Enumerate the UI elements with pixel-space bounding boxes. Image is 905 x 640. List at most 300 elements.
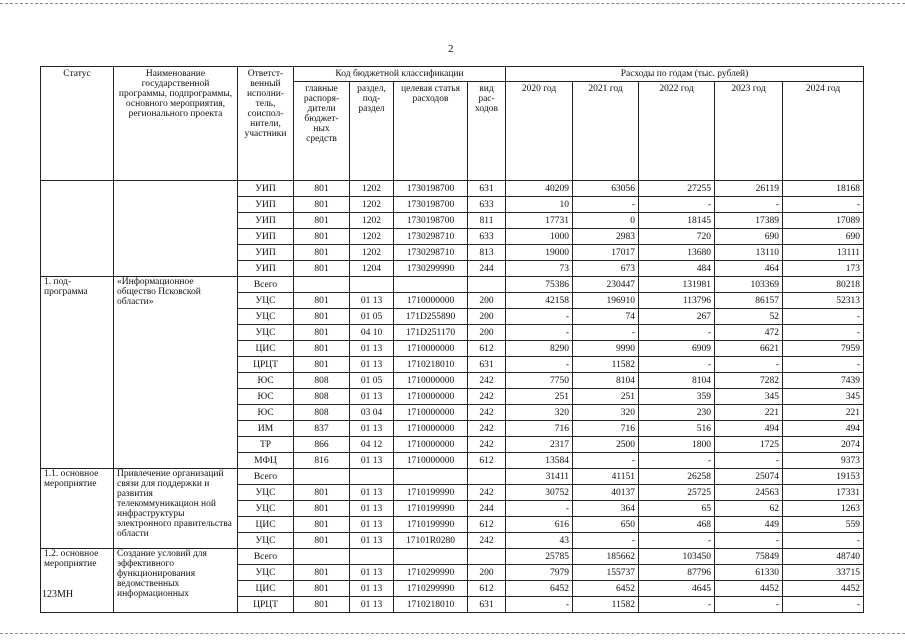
expense-type-cell: 631 (468, 181, 506, 197)
target-article-cell (394, 469, 468, 485)
year-2024-cell: 9373 (783, 453, 864, 469)
program-name-cell: «Информационное общество Псковской области» (114, 277, 238, 469)
year-2022-cell: 27255 (639, 181, 715, 197)
target-article-cell: 1710299990 (394, 565, 468, 581)
year-2020-cell: 17731 (506, 213, 573, 229)
year-2020-cell: 13584 (506, 453, 573, 469)
chief-admin-cell: 801 (294, 485, 350, 501)
year-2021-cell: - (573, 453, 639, 469)
responsible-cell: УИП (238, 197, 294, 213)
expense-type-cell: 811 (468, 213, 506, 229)
section-cell: 01 13 (350, 565, 394, 581)
section-cell: 01 05 (350, 309, 394, 325)
section-cell (350, 549, 394, 565)
header-chief-admin: главные распоря-дители бюджет-ных средств (294, 82, 350, 181)
target-article-cell: 171D251170 (394, 325, 468, 341)
expense-type-cell: 242 (468, 533, 506, 549)
header-budget-code: Код бюджетной классификации (294, 67, 506, 82)
chief-admin-cell: 801 (294, 309, 350, 325)
year-2022-cell: 484 (639, 261, 715, 277)
year-2022-cell: 4645 (639, 581, 715, 597)
expense-type-cell: 200 (468, 293, 506, 309)
target-article-cell: 1730198700 (394, 181, 468, 197)
year-2024-cell: - (783, 597, 864, 613)
expense-type-cell: 200 (468, 325, 506, 341)
year-2021-cell: 650 (573, 517, 639, 533)
expense-type-cell: 633 (468, 197, 506, 213)
top-scan-edge (0, 3, 905, 4)
responsible-cell: Всего (238, 277, 294, 293)
year-2020-cell: 25785 (506, 549, 573, 565)
budget-table (40, 66, 864, 613)
year-2023-cell: - (715, 533, 783, 549)
expense-type-cell (468, 277, 506, 293)
header-status: Статус (41, 67, 114, 181)
section-cell (350, 277, 394, 293)
status-cell: 1. под-программа (41, 277, 114, 469)
year-2020-cell: - (506, 597, 573, 613)
year-2021-cell: 2500 (573, 437, 639, 453)
section-cell: 01 05 (350, 373, 394, 389)
expense-type-cell: 612 (468, 517, 506, 533)
year-2022-cell: 720 (639, 229, 715, 245)
year-2023-cell: 4452 (715, 581, 783, 597)
year-2022-cell: 113796 (639, 293, 715, 309)
header-name: Наименование государственной программы, подпрограммы, основного мероприятия, регионального проекта (114, 67, 238, 181)
year-2022-cell: 131981 (639, 277, 715, 293)
year-2023-cell: 345 (715, 389, 783, 405)
target-article-cell: 1710000000 (394, 405, 468, 421)
responsible-cell: ТР (238, 437, 294, 453)
year-2023-cell: 61330 (715, 565, 783, 581)
responsible-cell: УИП (238, 229, 294, 245)
table-row (41, 277, 864, 293)
year-2020-cell: 716 (506, 421, 573, 437)
year-2022-cell: 6909 (639, 341, 715, 357)
section-cell: 1202 (350, 181, 394, 197)
year-2023-cell: 13110 (715, 245, 783, 261)
target-article-cell: 1710299990 (394, 581, 468, 597)
expense-type-cell: 612 (468, 581, 506, 597)
footer-code: 123МН (42, 589, 74, 600)
target-article-cell: 1710000000 (394, 373, 468, 389)
responsible-cell: УИП (238, 261, 294, 277)
year-2020-cell: 19000 (506, 245, 573, 261)
expense-type-cell: 244 (468, 501, 506, 517)
section-cell: 01 13 (350, 501, 394, 517)
page-number: 2 (448, 43, 454, 55)
year-2021-cell: - (573, 533, 639, 549)
chief-admin-cell: 808 (294, 373, 350, 389)
chief-admin-cell: 837 (294, 421, 350, 437)
year-2022-cell: 1800 (639, 437, 715, 453)
target-article-cell: 1730299990 (394, 261, 468, 277)
target-article-cell: 1710199990 (394, 501, 468, 517)
year-2020-cell: 8290 (506, 341, 573, 357)
section-cell: 1202 (350, 245, 394, 261)
chief-admin-cell: 801 (294, 517, 350, 533)
chief-admin-cell: 801 (294, 325, 350, 341)
year-2024-cell: 345 (783, 389, 864, 405)
year-2022-cell: 18145 (639, 213, 715, 229)
year-2024-cell: 559 (783, 517, 864, 533)
year-2021-cell: 196910 (573, 293, 639, 309)
year-2022-cell: - (639, 325, 715, 341)
section-cell: 01 13 (350, 357, 394, 373)
chief-admin-cell: 816 (294, 453, 350, 469)
section-cell: 01 13 (350, 517, 394, 533)
year-2021-cell: 364 (573, 501, 639, 517)
target-article-cell: 1730298710 (394, 229, 468, 245)
section-cell: 01 13 (350, 341, 394, 357)
year-2021-cell: 11582 (573, 357, 639, 373)
year-2021-cell: 320 (573, 405, 639, 421)
header-section: раздел, под-раздел (350, 82, 394, 181)
section-cell: 01 13 (350, 421, 394, 437)
section-cell: 01 13 (350, 581, 394, 597)
target-article-cell: 1710000000 (394, 421, 468, 437)
year-2022-cell: 230 (639, 405, 715, 421)
chief-admin-cell: 801 (294, 293, 350, 309)
year-2022-cell: - (639, 533, 715, 549)
year-2020-cell: 43 (506, 533, 573, 549)
table-row (41, 549, 864, 565)
year-2023-cell: 17389 (715, 213, 783, 229)
expense-type-cell: 242 (468, 421, 506, 437)
year-2020-cell: 1000 (506, 229, 573, 245)
status-cell: 1.1. основное мероприятие (41, 469, 114, 549)
responsible-cell: ЮС (238, 405, 294, 421)
responsible-cell: ЮС (238, 373, 294, 389)
year-2024-cell: 18168 (783, 181, 864, 197)
year-2024-cell: - (783, 357, 864, 373)
header-year-2020: 2020 год (506, 82, 573, 181)
expense-type-cell: 200 (468, 309, 506, 325)
section-cell: 04 12 (350, 437, 394, 453)
year-2024-cell: 1263 (783, 501, 864, 517)
header-expense-type: вид рас-ходов (468, 82, 506, 181)
year-2021-cell: 63056 (573, 181, 639, 197)
chief-admin-cell: 801 (294, 533, 350, 549)
year-2020-cell: 251 (506, 389, 573, 405)
chief-admin-cell: 801 (294, 245, 350, 261)
chief-admin-cell: 801 (294, 565, 350, 581)
responsible-cell: Всего (238, 549, 294, 565)
target-article-cell (394, 277, 468, 293)
responsible-cell: УЦС (238, 325, 294, 341)
section-cell: 01 13 (350, 389, 394, 405)
responsible-cell: УИП (238, 181, 294, 197)
responsible-cell: МФЦ (238, 453, 294, 469)
responsible-cell: Всего (238, 469, 294, 485)
responsible-cell: УИП (238, 245, 294, 261)
program-name-cell: Создание условий для эффективного функционирования ведомственных информационных (114, 549, 238, 613)
year-2021-cell: 9990 (573, 341, 639, 357)
chief-admin-cell: 801 (294, 501, 350, 517)
year-2020-cell: 30752 (506, 485, 573, 501)
year-2024-cell: - (783, 309, 864, 325)
section-cell: 1202 (350, 197, 394, 213)
year-2023-cell: 62 (715, 501, 783, 517)
target-article-cell: 1710199990 (394, 517, 468, 533)
year-2021-cell: 41151 (573, 469, 639, 485)
year-2021-cell: - (573, 197, 639, 213)
responsible-cell: ЦИС (238, 517, 294, 533)
responsible-cell: УЦС (238, 565, 294, 581)
year-2022-cell: - (639, 597, 715, 613)
year-2022-cell: 8104 (639, 373, 715, 389)
year-2024-cell: 17331 (783, 485, 864, 501)
section-cell: 1202 (350, 213, 394, 229)
header-target-article: целевая статья расходов (394, 82, 468, 181)
year-2021-cell: 74 (573, 309, 639, 325)
year-2024-cell: 17089 (783, 213, 864, 229)
responsible-cell: ЦРЦТ (238, 357, 294, 373)
chief-admin-cell: 801 (294, 213, 350, 229)
responsible-cell: УЦС (238, 501, 294, 517)
expense-type-cell: 242 (468, 373, 506, 389)
header-year-2024: 2024 год (783, 82, 864, 181)
year-2022-cell: - (639, 453, 715, 469)
year-2024-cell: - (783, 197, 864, 213)
expense-type-cell: 242 (468, 485, 506, 501)
year-2023-cell: 464 (715, 261, 783, 277)
responsible-cell: ЦРЦТ (238, 597, 294, 613)
year-2020-cell: 75386 (506, 277, 573, 293)
year-2021-cell: 673 (573, 261, 639, 277)
year-2022-cell: 26258 (639, 469, 715, 485)
year-2023-cell: 7282 (715, 373, 783, 389)
year-2023-cell: 26119 (715, 181, 783, 197)
year-2023-cell: - (715, 197, 783, 213)
target-article-cell: 1710000000 (394, 293, 468, 309)
chief-admin-cell: 801 (294, 229, 350, 245)
year-2024-cell: 221 (783, 405, 864, 421)
year-2021-cell: 185662 (573, 549, 639, 565)
year-2021-cell: 716 (573, 421, 639, 437)
year-2020-cell: - (506, 357, 573, 373)
year-2020-cell: - (506, 325, 573, 341)
target-article-cell: 171D255890 (394, 309, 468, 325)
chief-admin-cell (294, 469, 350, 485)
year-2022-cell: - (639, 197, 715, 213)
year-2023-cell: 86157 (715, 293, 783, 309)
year-2023-cell: - (715, 597, 783, 613)
year-2023-cell: 494 (715, 421, 783, 437)
expense-type-cell: 244 (468, 261, 506, 277)
year-2022-cell: 267 (639, 309, 715, 325)
target-article-cell: 1730298710 (394, 245, 468, 261)
chief-admin-cell: 801 (294, 597, 350, 613)
responsible-cell: УЦС (238, 293, 294, 309)
section-cell: 01 13 (350, 485, 394, 501)
header-year-2022: 2022 год (639, 82, 715, 181)
expense-type-cell: 612 (468, 453, 506, 469)
year-2024-cell: 494 (783, 421, 864, 437)
year-2024-cell: 2074 (783, 437, 864, 453)
bottom-scan-edge (0, 633, 905, 634)
target-article-cell: 1710000000 (394, 341, 468, 357)
target-article-cell: 1710000000 (394, 389, 468, 405)
chief-admin-cell: 808 (294, 389, 350, 405)
year-2023-cell: 449 (715, 517, 783, 533)
expense-type-cell (468, 469, 506, 485)
year-2024-cell: 48740 (783, 549, 864, 565)
year-2024-cell: 173 (783, 261, 864, 277)
year-2022-cell: 13680 (639, 245, 715, 261)
section-cell: 01 13 (350, 293, 394, 309)
section-cell: 1204 (350, 261, 394, 277)
chief-admin-cell: 801 (294, 341, 350, 357)
expense-type-cell: 631 (468, 597, 506, 613)
year-2021-cell: 0 (573, 213, 639, 229)
header-expenses: Расходы по годам (тыс. рублей) (506, 67, 864, 82)
year-2022-cell: 359 (639, 389, 715, 405)
year-2022-cell: 87796 (639, 565, 715, 581)
target-article-cell: 1730198700 (394, 197, 468, 213)
status-cell (41, 181, 114, 277)
year-2023-cell: 103369 (715, 277, 783, 293)
year-2023-cell: 1725 (715, 437, 783, 453)
year-2024-cell: 4452 (783, 581, 864, 597)
year-2023-cell: 24563 (715, 485, 783, 501)
program-name-cell: Привлечение организаций связи для поддержки и развития телекоммуникацион ной инфраструктуры электронного правительства области (114, 469, 238, 549)
year-2021-cell: - (573, 325, 639, 341)
section-cell (350, 469, 394, 485)
table-row (41, 469, 864, 485)
year-2023-cell: 25074 (715, 469, 783, 485)
year-2023-cell: - (715, 357, 783, 373)
year-2023-cell: 472 (715, 325, 783, 341)
year-2022-cell: 65 (639, 501, 715, 517)
chief-admin-cell (294, 277, 350, 293)
year-2021-cell: 11582 (573, 597, 639, 613)
year-2024-cell: 80218 (783, 277, 864, 293)
chief-admin-cell: 801 (294, 181, 350, 197)
year-2020-cell: 616 (506, 517, 573, 533)
year-2020-cell: 6452 (506, 581, 573, 597)
year-2020-cell: 31411 (506, 469, 573, 485)
section-cell: 1202 (350, 229, 394, 245)
year-2021-cell: 17017 (573, 245, 639, 261)
section-cell: 01 13 (350, 533, 394, 549)
target-article-cell: 17101R0280 (394, 533, 468, 549)
year-2024-cell: - (783, 533, 864, 549)
year-2021-cell: 155737 (573, 565, 639, 581)
table-body (41, 181, 864, 613)
year-2024-cell: 33715 (783, 565, 864, 581)
year-2024-cell: 19153 (783, 469, 864, 485)
responsible-cell: УИП (238, 213, 294, 229)
expense-type-cell: 631 (468, 357, 506, 373)
year-2021-cell: 230447 (573, 277, 639, 293)
target-article-cell: 1710218010 (394, 597, 468, 613)
expense-type-cell: 633 (468, 229, 506, 245)
year-2024-cell: 7439 (783, 373, 864, 389)
year-2022-cell: - (639, 357, 715, 373)
year-2021-cell: 6452 (573, 581, 639, 597)
header-year-2023: 2023 год (715, 82, 783, 181)
section-cell: 01 13 (350, 597, 394, 613)
target-article-cell: 1710218010 (394, 357, 468, 373)
expense-type-cell: 242 (468, 389, 506, 405)
header-year-2021: 2021 год (573, 82, 639, 181)
program-name-cell (114, 181, 238, 277)
year-2022-cell: 103450 (639, 549, 715, 565)
year-2020-cell: 7750 (506, 373, 573, 389)
responsible-cell: ИМ (238, 421, 294, 437)
year-2020-cell: 2317 (506, 437, 573, 453)
year-2024-cell: 7959 (783, 341, 864, 357)
year-2020-cell: 40209 (506, 181, 573, 197)
target-article-cell (394, 549, 468, 565)
year-2020-cell: 42158 (506, 293, 573, 309)
responsible-cell: УЦС (238, 533, 294, 549)
year-2022-cell: 516 (639, 421, 715, 437)
expense-type-cell (468, 549, 506, 565)
expense-type-cell: 813 (468, 245, 506, 261)
target-article-cell: 1710000000 (394, 437, 468, 453)
year-2020-cell: 7979 (506, 565, 573, 581)
chief-admin-cell: 808 (294, 405, 350, 421)
chief-admin-cell: 801 (294, 261, 350, 277)
year-2020-cell: 73 (506, 261, 573, 277)
year-2023-cell: - (715, 453, 783, 469)
expense-type-cell: 612 (468, 341, 506, 357)
target-article-cell: 1730198700 (394, 213, 468, 229)
year-2023-cell: 221 (715, 405, 783, 421)
responsible-cell: ЦИС (238, 341, 294, 357)
target-article-cell: 1710199990 (394, 485, 468, 501)
chief-admin-cell: 866 (294, 437, 350, 453)
year-2023-cell: 6621 (715, 341, 783, 357)
year-2024-cell: 690 (783, 229, 864, 245)
year-2024-cell: 13111 (783, 245, 864, 261)
expense-type-cell: 200 (468, 565, 506, 581)
year-2020-cell: - (506, 501, 573, 517)
year-2020-cell: - (506, 309, 573, 325)
status-cell: 1.2. основное мероприятие (41, 549, 114, 613)
chief-admin-cell: 801 (294, 581, 350, 597)
responsible-cell: ЦИС (238, 581, 294, 597)
year-2021-cell: 251 (573, 389, 639, 405)
year-2021-cell: 2983 (573, 229, 639, 245)
responsible-cell: УЦС (238, 485, 294, 501)
year-2022-cell: 468 (639, 517, 715, 533)
year-2021-cell: 8104 (573, 373, 639, 389)
responsible-cell: УЦС (238, 309, 294, 325)
year-2020-cell: 10 (506, 197, 573, 213)
year-2023-cell: 75849 (715, 549, 783, 565)
section-cell: 03 04 (350, 405, 394, 421)
expense-type-cell: 242 (468, 437, 506, 453)
header-responsible: Ответст-венный исполни-тель, соиспол-нители, участники (238, 67, 294, 181)
year-2022-cell: 25725 (639, 485, 715, 501)
chief-admin-cell (294, 549, 350, 565)
year-2023-cell: 690 (715, 229, 783, 245)
year-2020-cell: 320 (506, 405, 573, 421)
table-row (41, 181, 864, 197)
year-2021-cell: 40137 (573, 485, 639, 501)
year-2024-cell: 52313 (783, 293, 864, 309)
target-article-cell: 1710000000 (394, 453, 468, 469)
section-cell: 04 10 (350, 325, 394, 341)
year-2024-cell: - (783, 325, 864, 341)
expense-type-cell: 242 (468, 405, 506, 421)
section-cell: 01 13 (350, 453, 394, 469)
responsible-cell: ЮС (238, 389, 294, 405)
chief-admin-cell: 801 (294, 197, 350, 213)
